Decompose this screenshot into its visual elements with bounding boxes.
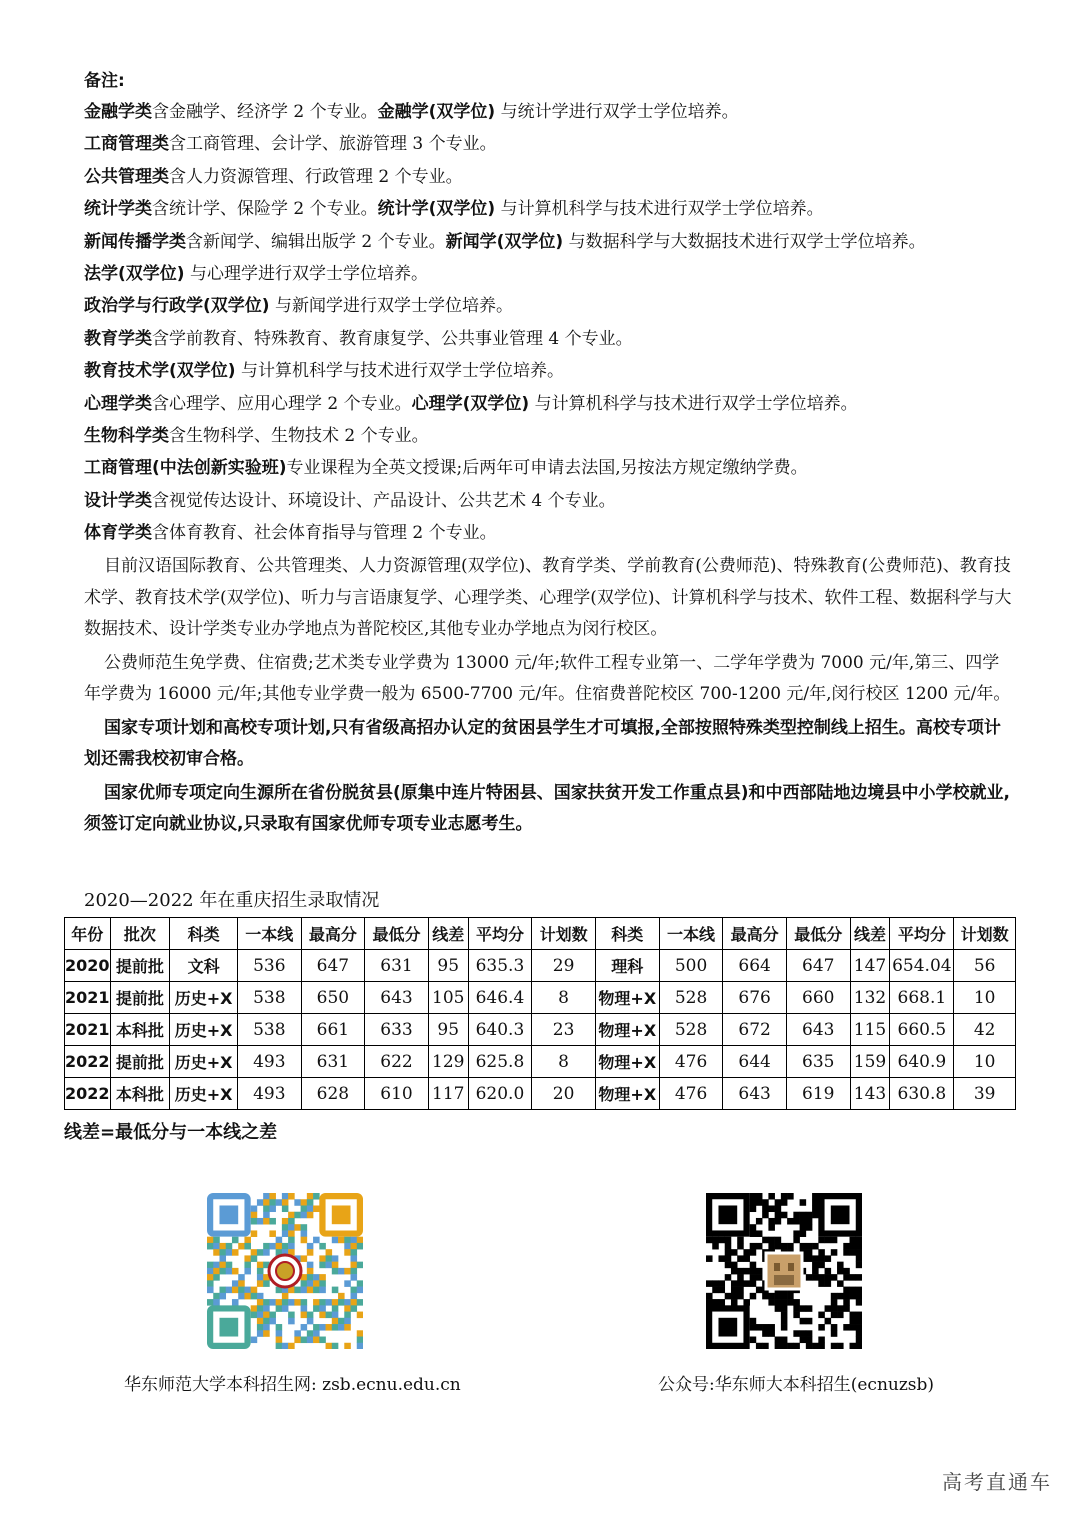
table-cell: 538 [237,1014,301,1046]
note-text: 与计算机科学与技术进行双学士学位培养。 [235,361,564,382]
note-line [84,388,1024,420]
table-cell: 660.5 [890,1014,954,1046]
note-text: 与计算机科学与技术进行双学士学位培养。 [529,393,858,414]
column-header: 平均分 [468,918,532,950]
table-cell: 提前批 [110,982,170,1014]
table-cell: 500 [659,950,723,982]
table-cell: 528 [659,1014,723,1046]
table-cell: 622 [365,1046,429,1078]
note-term: 工商管理类 [84,134,169,155]
note-line [84,226,1024,258]
column-header: 科类 [170,918,238,950]
note-line [84,452,1024,484]
table-cell: 640.9 [890,1046,954,1078]
table-cell: 660 [786,982,850,1014]
table-header-row [65,918,1016,950]
table-cell: 654.04 [890,950,954,982]
note-paragraph: 公费师范生免学费、住宿费;艺术类专业学费为 13000 元/年;软件工程专业第一、二学年学费为 7000 元/年,第三、四学年学费为 16000 元/年;其他专业学费一般为 6500-7700 元/年。住宿费普陀校区 700-1200 元/年,闵行校区 1200 元/年。 [84,652,1011,705]
table-cell: 147 [850,950,890,982]
note-line [84,161,1024,193]
note-text: 与新闻学进行双学士学位培养。 [269,296,513,317]
table-footnote: 线差=最低分与一本线之差 [64,1122,278,1143]
column-header: 平均分 [890,918,954,950]
note-line [84,517,1024,549]
table-cell: 95 [428,950,468,982]
table-cell: 633 [365,1014,429,1046]
table-cell: 29 [532,950,596,982]
table-cell: 159 [850,1046,890,1078]
table-cell: 635 [786,1046,850,1078]
notes-title: 备注: [84,71,125,91]
website-caption: 华东师范大学本科招生网: zsb.ecnu.edu.cn [124,1375,461,1395]
table-cell: 提前批 [110,950,170,982]
note-term: 金融学类 [84,102,152,122]
table-row [65,1078,1016,1110]
table-row [65,982,1016,1014]
table-cell: 668.1 [890,982,954,1014]
note-text: 与统计学进行双学士学位培养。 [495,102,739,122]
table-cell: 2022 [65,1046,111,1078]
table-cell: 620.0 [468,1078,532,1110]
table-cell: 610 [365,1078,429,1110]
table-cell: 10 [954,1046,1016,1078]
table-cell: 本科批 [110,1014,170,1046]
table-cell: 39 [954,1078,1016,1110]
note-line [84,323,1024,355]
column-header: 批次 [110,918,170,950]
note-text: 含统计学、保险学 2 个专业。 [152,199,378,220]
note-text: 含视觉传达设计、环境设计、产品设计、公共艺术 4 个专业。 [152,490,616,511]
table-cell: 提前批 [110,1046,170,1078]
table-cell: 历史+X [170,1014,238,1046]
table-cell: 56 [954,950,1016,982]
table-cell: 476 [659,1078,723,1110]
note-line [84,485,1024,517]
note-text: 专业课程为全英文授课;后两年可申请去法国,另按法方规定缴纳学费。 [286,458,808,479]
table-cell: 历史+X [170,982,238,1014]
note-line [84,420,1024,452]
column-header: 年份 [65,918,111,950]
column-header: 计划数 [954,918,1016,950]
table-cell: 2020 [65,950,111,982]
table-cell: 8 [532,1046,596,1078]
note-line [84,290,1024,322]
note-paragraph: 目前汉语国际教育、公共管理类、人力资源管理(双学位)、教育学类、学前教育(公费师范)、特殊教育(公费师范)、教育技术学、教育技术学(双学位)、听力与言语康复学、心理学类、心理学(双学位)、计算机科学与技术、软件工程、数据科学与大数据技术、设计学类专业办学地点为普陀校区,其他专业办学地点为闵行校区。 [84,556,1012,640]
note-line [84,96,1024,128]
note-term: 教育技术学(双学位) [84,361,236,382]
watermark-text: 高考直通车 [942,1470,1052,1494]
admission-table [64,917,1016,1110]
table-cell: 493 [237,1046,301,1078]
note-text: 含新闻学、编辑出版学 2 个专业。 [186,231,446,252]
table-cell: 历史+X [170,1046,238,1078]
column-header: 线差 [850,918,890,950]
note-term: 设计学类 [84,490,152,511]
table-cell: 23 [532,1014,596,1046]
note-text: 含工商管理、会计学、旅游管理 3 个专业。 [169,134,497,155]
note-term: 统计学(双学位) [377,199,496,220]
table-row [65,950,1016,982]
table-cell: 646.4 [468,982,532,1014]
note-term: 体育学类 [84,523,152,544]
table-cell: 8 [532,982,596,1014]
note-term: 心理学类 [84,393,152,414]
table-title: 2020—2022 年在重庆招生录取情况 [84,890,380,911]
table-cell: 文科 [170,950,238,982]
table-cell: 物理+X [595,1046,659,1078]
note-term: 法学(双学位) [84,263,185,284]
note-text: 含学前教育、特殊教育、教育康复学、公共事业管理 4 个专业。 [152,328,633,349]
table-cell: 536 [237,950,301,982]
note-line [84,355,1024,387]
note-term: 教育学类 [84,328,152,349]
note-paragraph: 国家优师专项定向生源所在省份脱贫县(原集中连片特困县、国家扶贫开发工作重点县)和中西部陆地边境县中小学校就业,须签订定向就业协议,只录取有国家优师专项专业志愿考生。 [84,782,1010,835]
table-cell: 129 [428,1046,468,1078]
table-cell: 143 [850,1078,890,1110]
column-header: 最低分 [786,918,850,950]
note-text: 与心理学进行双学士学位培养。 [184,263,428,284]
table-cell: 本科批 [110,1078,170,1110]
table-cell: 2021 [65,982,111,1014]
note-term: 统计学类 [84,199,152,220]
table-cell: 650 [301,982,365,1014]
column-header: 最低分 [365,918,429,950]
notes-section [84,66,1024,841]
table-cell: 630.8 [890,1078,954,1110]
table-cell: 643 [786,1014,850,1046]
table-cell: 105 [428,982,468,1014]
table-row [65,1014,1016,1046]
column-header: 一本线 [659,918,723,950]
note-term: 生物科学类 [84,425,169,446]
table-cell: 2021 [65,1014,111,1046]
table-cell: 528 [659,982,723,1014]
note-lines [84,96,1024,549]
table-cell: 644 [723,1046,787,1078]
table-cell: 628 [301,1078,365,1110]
note-term: 工商管理(中法创新实验班) [84,458,287,479]
table-cell: 132 [850,982,890,1014]
note-line [84,128,1024,160]
table-cell: 664 [723,950,787,982]
note-text: 含体育教育、社会体育指导与管理 2 个专业。 [152,523,497,544]
table-cell: 643 [365,982,429,1014]
note-term: 公共管理类 [84,166,169,187]
note-term: 政治学与行政学(双学位) [84,296,270,317]
table-cell: 661 [301,1014,365,1046]
table-cell: 631 [301,1046,365,1078]
table-cell: 635.3 [468,950,532,982]
column-header: 一本线 [237,918,301,950]
table-cell: 理科 [595,950,659,982]
column-header: 最高分 [301,918,365,950]
table-cell: 物理+X [595,1014,659,1046]
note-term: 金融学(双学位) [377,102,496,122]
column-header: 科类 [595,918,659,950]
wechat-caption: 公众号:华东师大本科招生(ecnuzsb) [658,1375,935,1395]
table-cell: 物理+X [595,982,659,1014]
note-text: 含心理学、应用心理学 2 个专业。 [152,393,412,414]
table-cell: 历史+X [170,1078,238,1110]
table-cell: 476 [659,1046,723,1078]
table-cell: 95 [428,1014,468,1046]
column-header: 计划数 [532,918,596,950]
table-cell: 643 [723,1078,787,1110]
table-cell: 42 [954,1014,1016,1046]
table-cell: 631 [365,950,429,982]
note-line [84,193,1024,225]
table-cell: 10 [954,982,1016,1014]
note-term: 新闻学(双学位) [445,231,564,252]
table-cell: 493 [237,1078,301,1110]
note-paragraph: 国家专项计划和高校专项计划,只有省级高招办认定的贫困县学生才可填报,全部按照特殊类型控制线上招生。高校专项计划还需我校初审合格。 [84,717,1001,770]
table-cell: 619 [786,1078,850,1110]
note-text: 与数据科学与大数据技术进行双学士学位培养。 [563,231,926,252]
note-term: 心理学(双学位) [411,393,530,414]
table-cell: 647 [786,950,850,982]
table-cell: 647 [301,950,365,982]
table-cell: 676 [723,982,787,1014]
website-qr-code [207,1193,363,1349]
table-cell: 640.3 [468,1014,532,1046]
table-body [65,950,1016,1110]
wechat-qr-code [706,1193,862,1349]
table-cell: 672 [723,1014,787,1046]
note-text: 含金融学、经济学 2 个专业。 [152,102,378,122]
table-cell: 物理+X [595,1078,659,1110]
table-cell: 625.8 [468,1046,532,1078]
table-row [65,1046,1016,1078]
column-header: 最高分 [723,918,787,950]
table-cell: 115 [850,1014,890,1046]
column-header: 线差 [428,918,468,950]
note-line [84,258,1024,290]
table-cell: 20 [532,1078,596,1110]
table-cell: 117 [428,1078,468,1110]
table-cell: 2022 [65,1078,111,1110]
note-text: 含人力资源管理、行政管理 2 个专业。 [169,166,463,187]
table-cell: 538 [237,982,301,1014]
note-term: 新闻传播学类 [84,231,186,252]
note-paragraphs [84,551,1024,841]
note-text: 与计算机科学与技术进行双学士学位培养。 [495,199,824,220]
note-text: 含生物科学、生物技术 2 个专业。 [169,425,429,446]
